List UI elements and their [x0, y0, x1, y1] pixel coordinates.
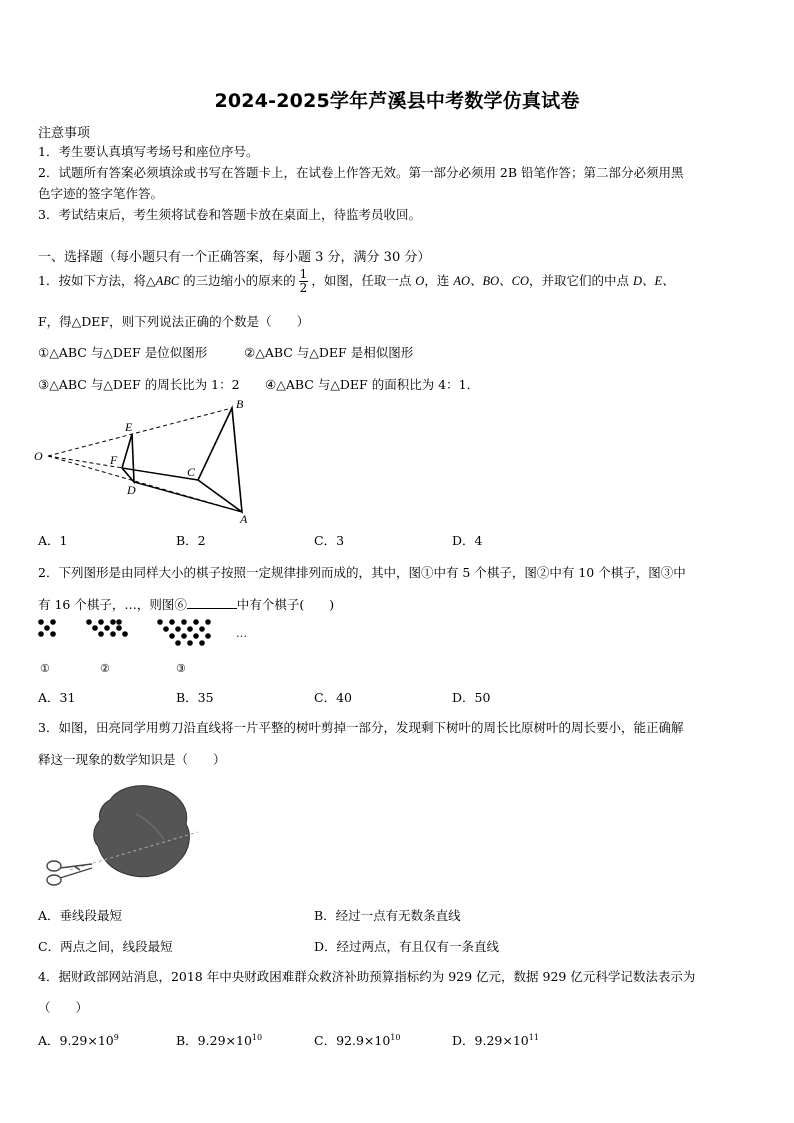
page-title: 2024-2025学年芦溪县中考数学仿真试卷: [214, 90, 580, 112]
label-E: E: [125, 420, 133, 434]
q1-option-c[interactable]: C．3: [314, 533, 345, 548]
q3-option-a[interactable]: A．垂线段最短: [38, 908, 123, 923]
q4-line2: （ ）: [38, 1000, 89, 1015]
triangle-figure: [30, 396, 260, 526]
label-C: C: [187, 465, 196, 479]
q4-option-a[interactable]: A．$9.29\times 10^9$: [38, 1032, 119, 1048]
q1-line2: F，得△DEF，则下列说法正确的个数是（ ）: [38, 314, 310, 329]
chess-pattern-figure: [35, 618, 265, 678]
q1-option-a[interactable]: A．1: [38, 533, 68, 548]
notice-item-2-cont: 色字迹的签字笔作答。: [38, 186, 164, 201]
q2-option-c[interactable]: C．40: [314, 690, 352, 705]
q1-statement-3: ③△ABC 与△DEF 的周长比为 1：2: [38, 377, 240, 392]
q4-option-c[interactable]: C．$92.9\times 10^{10}$: [314, 1032, 401, 1048]
q4-option-d[interactable]: D．$9.29\times 10^{11}$: [452, 1032, 539, 1048]
pattern-label-3: ③: [176, 662, 186, 675]
q1-option-b[interactable]: B．2: [176, 533, 206, 548]
q4-line1: 4．据财政部网站消息，2018 年中央财政困难群众救济补助预算指标约为 929 亿元，数据 929 亿元科学记数法表示为: [38, 969, 696, 984]
pattern-label-1: ①: [40, 662, 50, 675]
q1-statement-2: ②△ABC 与△DEF 是相似图形: [244, 345, 414, 360]
q3-option-b[interactable]: B．经过一点有无数条直线: [314, 908, 461, 923]
pattern-label-2: ②: [100, 662, 110, 675]
answer-blank[interactable]: [187, 598, 237, 609]
q4-option-b[interactable]: B．$9.29\times 10^{10}$: [176, 1032, 263, 1048]
q3-line2: 释这一现象的数学知识是（ ）: [38, 752, 226, 767]
notice-item-1: 1．考生要认真填写考场号和座位序号。: [38, 144, 259, 159]
q2-option-a[interactable]: A．31: [38, 690, 76, 705]
notice-heading: 注意事项: [38, 126, 91, 141]
label-O: O: [34, 449, 43, 463]
notice-item-3: 3．考试结束后，考生须将试卷和答题卡放在桌面上，待监考员收回。: [38, 207, 421, 222]
q3-option-c[interactable]: C．两点之间，线段最短: [38, 939, 173, 954]
label-B: B: [236, 397, 244, 411]
leaf-scissors-figure: [40, 780, 200, 895]
q1-statement-1: ①△ABC 与△DEF 是位似图形: [38, 345, 208, 360]
fraction-one-half: $\frac{1}{2}$: [299, 267, 308, 295]
pattern-ellipsis: …: [236, 627, 247, 640]
q2-option-b[interactable]: B．35: [176, 690, 214, 705]
q2-line1: 2．下列图形是由同样大小的棋子按照一定规律排列而成的，其中，图①中有 5 个棋子，图②中有 10 个棋子，图③中: [38, 565, 686, 580]
q1-line1: 1．按如下方法，将△ABC 的三边缩小的原来的 $\frac{1}{2}$ ，如图，任取一点 O，连 AO、BO、CO，并取它们的中点 D、E、: [38, 267, 675, 295]
section-heading: 一、选择题（每小题只有一个正确答案，每小题 3 分，满分 30 分）: [38, 250, 431, 265]
label-A: A: [240, 512, 248, 526]
notice-item-2: 2．试题所有答案必须填涂或书写在答题卡上，在试卷上作答无效。第一部分必须用 2B 铅笔作答；第二部分必须用黑: [38, 165, 684, 180]
q3-option-d[interactable]: D．经过两点，有且仅有一条直线: [314, 939, 500, 954]
q1-statement-4: ④△ABC 与△DEF 的面积比为 4：1．: [265, 377, 480, 392]
q2-option-d[interactable]: D．50: [452, 690, 491, 705]
q2-line2: 有 16 个棋子，…，则图⑥ 中有个棋子( ): [38, 597, 335, 612]
q3-line1: 3．如图，田亮同学用剪刀沿直线将一片平整的树叶剪掉一部分，发现剩下树叶的周长比原树叶的周长要小，能正确解: [38, 720, 684, 735]
label-D: D: [127, 483, 136, 497]
q1-option-d[interactable]: D．4: [452, 533, 483, 548]
label-F: F: [110, 453, 118, 467]
